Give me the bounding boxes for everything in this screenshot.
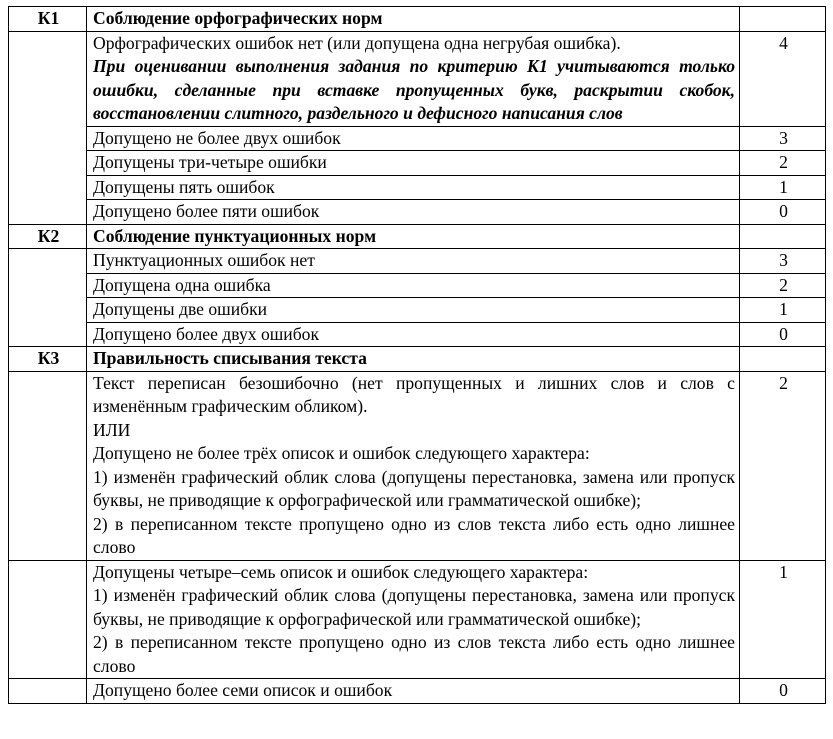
k1-row-2-text: Допущены три-четыре ошибки <box>87 151 740 176</box>
k2-row-2 <box>9 273 826 298</box>
k3-row-2-desc <box>87 371 740 560</box>
k3-row-2-intro: Допущено не более трёх описок и ошибок следующего характера: <box>93 443 590 463</box>
k1-code-blank <box>9 31 87 224</box>
k3-header-row <box>9 347 826 372</box>
k3-row-1-item1: 1) изменён графический облик слова (допущены перестановка, замена или пропуск буквы, не приводящие к орфографической или грамматической ошибке); <box>93 585 735 629</box>
k3-row-1-intro: Допущены четыре–семь описок и ошибок следующего характера: <box>93 561 589 582</box>
k1-score-4: 4 <box>740 31 826 126</box>
k2-code: К2 <box>9 224 87 249</box>
k1-row-2 <box>9 151 826 176</box>
k2-score-1: 1 <box>740 298 826 323</box>
k1-row-4 <box>9 31 826 126</box>
k1-header-score-cell <box>740 7 826 32</box>
k1-score-2: 2 <box>740 151 826 176</box>
k2-row-1-text: Допущены две ошибки <box>87 298 740 323</box>
k1-note: При оценивании выполнения задания по критерию К1 учитываются только ошибки, сделанные при вставке пропущенных букв, раскрытии скобок, восстановлении слитного, раздельного и дефисного написания слов <box>93 56 735 123</box>
k3-code-blank-1 <box>9 371 87 560</box>
k1-row-4-text: Орфографических ошибок нет (или допущена одна негрубая ошибка). <box>93 32 621 53</box>
k3-row-0 <box>9 679 826 704</box>
k1-score-0: 0 <box>740 200 826 225</box>
k2-code-blank <box>9 249 87 347</box>
k1-row-4-desc <box>87 31 740 126</box>
k2-score-0: 0 <box>740 322 826 347</box>
k3-row-2-or: ИЛИ <box>93 419 131 440</box>
k2-row-3-text: Пунктуационных ошибок нет <box>87 249 740 274</box>
k1-header-row <box>9 7 826 32</box>
k3-score-1: 1 <box>740 560 826 679</box>
k1-row-0 <box>9 200 826 225</box>
k3-row-1-item2: 2) в переписанном тексте пропущено одно из слов текста либо есть одно лишнее слово <box>93 632 735 676</box>
k3-row-2-item2: 2) в переписанном тексте пропущено одно из слов текста либо есть одно лишнее слово <box>93 513 735 557</box>
k1-row-1-text: Допущены пять ошибок <box>87 175 740 200</box>
k1-title: Соблюдение орфографических норм <box>87 7 740 32</box>
k2-header-score-cell <box>740 224 826 249</box>
k1-row-3-text: Допущено не более двух ошибок <box>87 126 740 151</box>
k3-score-2: 2 <box>740 371 826 560</box>
k1-row-0-text: Допущено более пяти ошибок <box>87 200 740 225</box>
k1-score-3: 3 <box>740 126 826 151</box>
k2-header-row <box>9 224 826 249</box>
k1-row-1 <box>9 175 826 200</box>
k3-row-2-item1: 1) изменён графический облик слова (допущены перестановка, замена или пропуск буквы, не приводящие к орфографической или грамматической ошибке); <box>93 466 735 510</box>
k2-row-2-text: Допущена одна ошибка <box>87 273 740 298</box>
k3-score-0: 0 <box>740 679 826 704</box>
k2-score-2: 2 <box>740 273 826 298</box>
k3-title: Правильность списывания текста <box>87 347 740 372</box>
k2-title: Соблюдение пунктуационных норм <box>87 224 740 249</box>
k3-row-2-line1: Текст переписан безошибочно (нет пропущенных и лишних слов и слов с изменённым графическим обликом). <box>93 372 735 416</box>
k3-row-2 <box>9 371 826 560</box>
k3-row-1-desc <box>87 560 740 679</box>
k1-score-1: 1 <box>740 175 826 200</box>
k2-row-3 <box>9 249 826 274</box>
k2-row-1 <box>9 298 826 323</box>
k1-code: К1 <box>9 7 87 32</box>
k3-row-1 <box>9 560 826 679</box>
k2-row-0-text: Допущено более двух ошибок <box>87 322 740 347</box>
criteria-table <box>8 6 826 704</box>
k1-row-3 <box>9 126 826 151</box>
k2-score-3: 3 <box>740 249 826 274</box>
k3-code: К3 <box>9 347 87 372</box>
k2-row-0 <box>9 322 826 347</box>
k3-code-blank-3 <box>9 679 87 704</box>
k3-header-score-cell <box>740 347 826 372</box>
k3-row-0-text: Допущено более семи описок и ошибок <box>87 679 740 704</box>
k3-code-blank-2 <box>9 560 87 679</box>
